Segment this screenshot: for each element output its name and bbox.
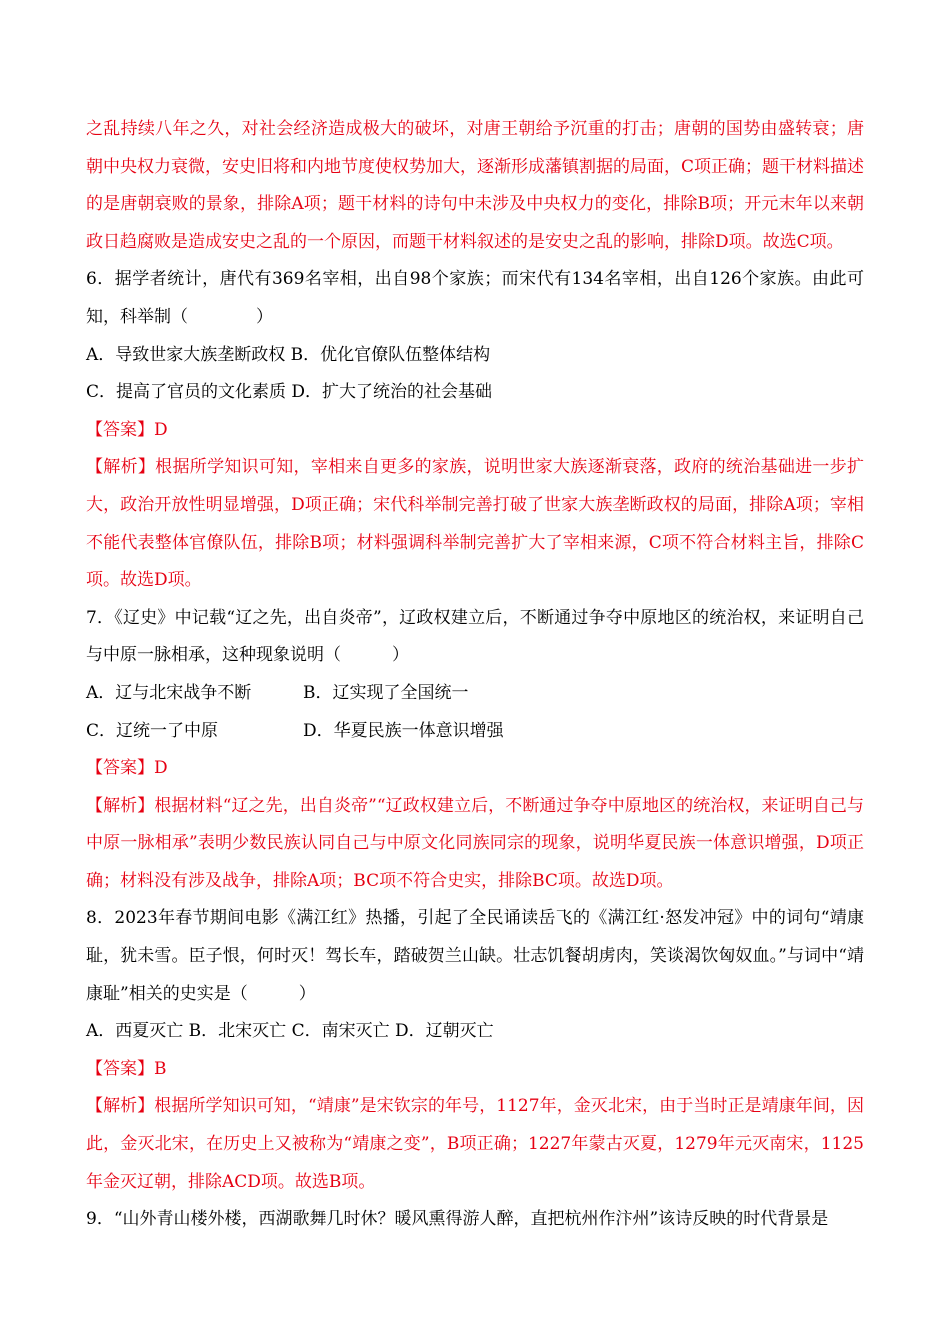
question-9 (86, 1201, 864, 1239)
question-6-options-cd: C．提高了官员的文化素质 D．扩大了统治的社会基础 (86, 382, 493, 403)
question-9-stem: 9．“山外青山楼外楼，西湖歌舞几时休？暖风熏得游人醉，直把杭州作汴州”该诗反映的时代背景是 (86, 1209, 829, 1230)
question-7-options-cd (86, 713, 864, 751)
page-content (86, 111, 864, 1239)
question-6-options-ab: A．导致世家大族垄断政权 B．优化官僚队伍整体结构 (86, 344, 491, 365)
question-7-options-ab (86, 675, 864, 713)
question-7 (86, 600, 864, 901)
previous-question-analysis: 之乱持续八年之久，对社会经济造成极大的破坏，对唐王朝给予沉重的打击；唐朝的国势由盛转衰；唐朝中央权力衰微，安史旧将和内地节度使权势加大，逐渐形成藩镇割据的局面，C项正确；题干材料描述的是唐朝衰败的景象，排除A项；题干材料的诗句中未涉及中央权力的变化，排除B项；开元末年以来朝政日趋腐败是造成安史之乱的一个原因，而题干材料叙述的是安史之乱的影响，排除D项。故选C项。 (86, 119, 865, 252)
question-7-option-a: A．辽与北宋战争不断 (86, 682, 252, 703)
question-8-answer: 【答案】B (86, 1058, 167, 1079)
question-7-stem: 7．《辽史》中记载“辽之先，出自炎帝”，辽政权建立后，不断通过争夺中原地区的统治权，来证明自己与中原一脉相承，这种现象说明（ ） (86, 607, 864, 666)
question-6-analysis: 【解析】根据所学知识可知，宰相来自更多的家族，说明世家大族逐渐衰落，政府的统治基础进一步扩大，政治开放性明显增强，D项正确；宋代科举制完善打破了世家大族垄断政权的局面，排除A项；宰相不能代表整体官僚队伍，排除B项；材料强调科举制完善扩大了宰相来源，C项不符合材料主旨，排除C项。故选D项。 (86, 457, 864, 591)
question-7-analysis: 【解析】根据材料“辽之先，出自炎帝”“辽政权建立后，不断通过争夺中原地区的统治权，来证明自己与中原一脉相承”表明少数民族认同自己与中原文化同族同宗的现象，说明华夏民族一体意识增强，D项正确；材料没有涉及战争，排除A项；BC项不符合史实，排除BC项。故选D项。 (86, 795, 864, 891)
question-6-answer: 【答案】D (86, 419, 168, 440)
question-6-stem: 6．据学者统计，唐代有369名宰相，出自98个家族；而宋代有134名宰相，出自126个家族。由此可知，科举制（ ） (86, 269, 864, 327)
question-8-options: A．西夏灭亡 B．北宋灭亡 C．南宋灭亡 D．辽朝灭亡 (86, 1021, 494, 1042)
question-8 (86, 900, 864, 1201)
question-6 (86, 261, 864, 599)
question-7-answer: 【答案】D (86, 758, 168, 779)
question-8-stem: 8．2023年春节期间电影《满江红》热播，引起了全民诵读岳飞的《满江红·怒发冲冠》中的词句“靖康耻，犹未雪。臣子恨，何时灭！驾长车，踏破贺兰山缺。壮志饥餐胡虏肉，笑谈渴饮匈奴血。”与词中“靖康耻”相关的史实是（ ） (86, 908, 864, 1004)
question-7-option-b: B．辽实现了全国统一 (303, 682, 469, 703)
question-7-option-c: C．辽统一了中原 (86, 720, 219, 741)
question-8-analysis: 【解析】根据所学知识可知，“靖康”是宋钦宗的年号，1127年，金灭北宋，由于当时正是靖康年间，因此，金灭北宋，在历史上又被称为“靖康之变”，B项正确；1227年蒙古灭夏，1279年元灭南宋，1125年金灭辽朝，排除ACD项。故选B项。 (86, 1096, 864, 1192)
question-7-option-d: D．华夏民族一体意识增强 (303, 720, 504, 741)
